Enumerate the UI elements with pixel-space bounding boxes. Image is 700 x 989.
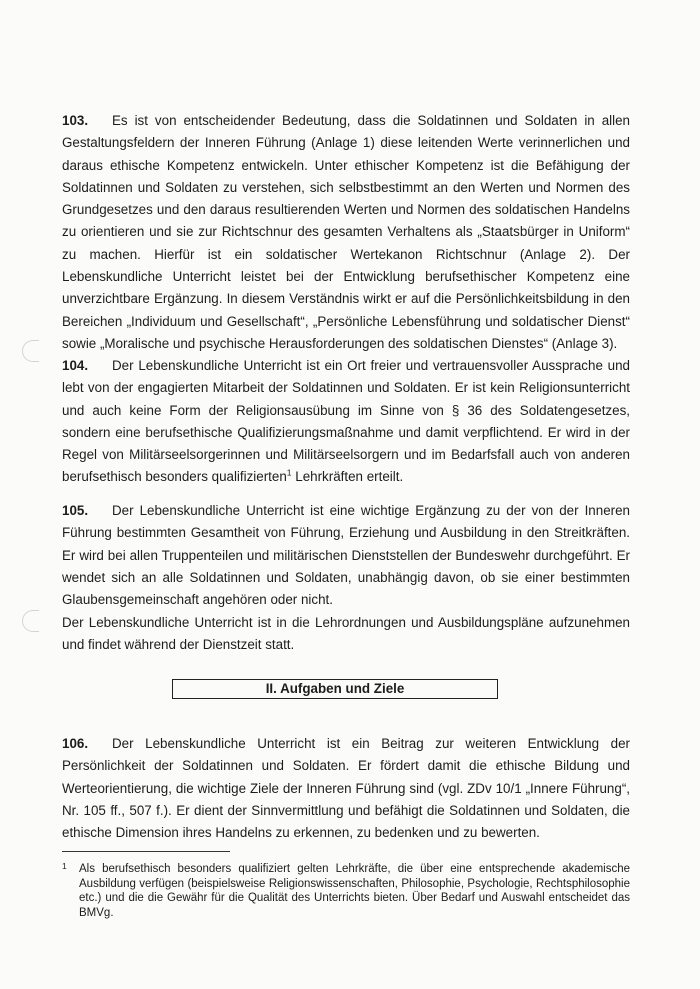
footnote-separator <box>62 851 230 852</box>
paragraph-text: Der Lebenskundliche Unterricht ist ein Beitrag zur weiteren Entwicklung der Persönlichkeit der Soldatinnen und Soldaten. Er fördert damit die ethische Bildung und Werteorientierung, die wichtige Ziele der Inneren Führung sind (vgl. ZDv 10/1 „Innere Führung“, Nr. 105 ff., 507 f.). Er dient der Sinnvermittlung und befähigt die Soldatinnen und Soldaten, die ethische Dimension ihres Handelns zu erkennen, zu bedenken und zu bewerten. <box>62 736 630 841</box>
punch-hole-mark <box>22 610 39 632</box>
footnote <box>62 862 630 920</box>
paragraph-text: Der Lebenskundliche Unterricht ist ein Ort freier und vertrauensvoller Aussprache und lebt von der engagierten Mitarbeit der Soldatinnen und Soldaten. Er ist kein Religionsunterricht und auch keine Form der Religionsausübung im Sinne von § 36 des Soldatengesetzes, sondern eine berufsethische Qualifizierungsmaßnahme und damit verpflichtend. Er wird in der Regel von Militärseelsorgerinnen und Militärseelsorgern und im Bedarfsfall auch von anderen berufsethisch besonders qualifizierten <box>62 358 630 485</box>
section-heading: II. Aufgaben und Ziele <box>172 679 498 699</box>
paragraph-number: 104. <box>62 358 89 373</box>
paragraph-text: Der Lebenskundliche Unterricht ist in die Lehrordnungen und Ausbildungspläne aufzunehmen und findet während der Dienstzeit statt. <box>62 615 630 653</box>
footnote-text: Als berufsethisch besonders qualifiziert gelten Lehrkräfte, die über eine entsprechende akademische Ausbildung verfügen (beispielsweise Religionswissenschaften, Philosophie, Psychologie, Rechtsphilosophie etc.) und die die Gewähr für die Qualität des Unterrichts bieten. Über Bedarf und Auswahl entscheidet das BMVg. <box>79 863 630 919</box>
paragraph-number: 103. <box>62 113 89 128</box>
paragraph-text: Es ist von entscheidender Bedeutung, dass die Soldatinnen und Soldaten in allen Gestaltungsfeldern der Inneren Führung (Anlage 1) diese leitenden Werte verinnerlichen und daraus ethische Kompetenz entwickeln. Unter ethischer Kompetenz ist die Befähigung der Soldatinnen und Soldaten zu verstehen, sich selbstbestimmt an den Werten und Normen des Grundgesetzes und den daraus resultierenden Werten und Normen des soldatischen Handelns zu orientieren und sie zur Richtschnur des gesamten Verhaltens als „Staatsbürger in Uniform“ zu machen. Hierfür ist ein soldatischer Wertekanon Richtschnur (Anlage 2). Der Lebenskundliche Unterricht leistet bei der Entwicklung berufsethischer Kompetenz eine unverzichtbare Ergänzung. In diesem Verständnis wirkt er auf die Persönlichkeitsbildung in den Bereichen „Individuum und Gesellschaft“, „Persönliche Lebensführung und soldatischer Dienst“ sowie „Moralische und psychische Herausforderungen des soldatischen Dienstes“ (Anlage 3). <box>62 113 630 351</box>
paragraph-105-continued <box>62 612 630 657</box>
paragraph-number: 106. <box>62 736 89 751</box>
punch-hole-mark <box>22 340 39 362</box>
footnote-mark: 1 <box>62 861 67 871</box>
paragraph-text-end: Lehrkräften erteilt. <box>291 469 404 485</box>
paragraph-text: Der Lebenskundliche Unterricht ist eine wichtige Ergänzung zu der von der Inneren Führung bestimmten Gesamtheit von Führung, Erziehung und Ausbildung in den Streitkräften. Er wird bei allen Truppenteilen und militärischen Dienststellen der Bundeswehr durchgeführt. Er wendet sich an alle Soldatinnen und Soldaten, unabhängig davon, ob sie einer bestimmten Glaubensgemeinschaft angehören oder nicht. <box>62 503 630 608</box>
paragraph-106 <box>62 733 630 844</box>
footnote-reference: 1 <box>286 468 292 479</box>
paragraph-number: 105. <box>62 503 89 518</box>
paragraph-104 <box>62 355 630 489</box>
paragraph-103 <box>62 110 630 355</box>
paragraph-105 <box>62 500 630 611</box>
